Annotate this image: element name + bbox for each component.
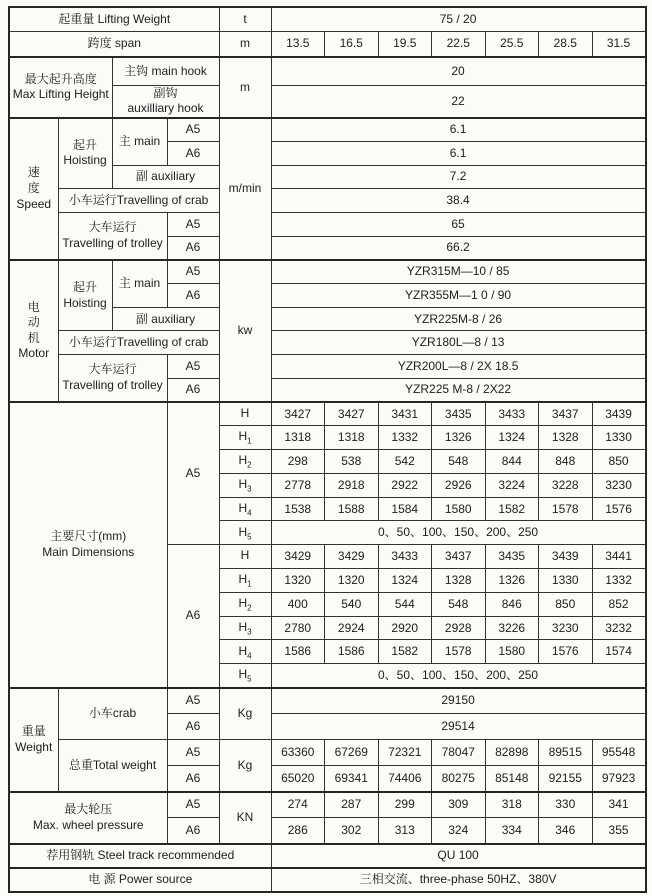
speed-unit: m/min (219, 118, 271, 260)
weight-section-label: 重量 Weight (9, 688, 58, 792)
wheel-pressure-value: 334 (485, 818, 539, 844)
weight-total-label: 总重Total weight (58, 740, 167, 792)
dim-value: 3429 (325, 545, 379, 569)
speed-main-label: 主 main (112, 118, 167, 165)
dim-value: 1324 (485, 426, 539, 450)
dim-row-label: $H_3$ (219, 473, 271, 497)
dim-value: 3232 (592, 616, 646, 640)
dim-row-label: $H_5$ (219, 521, 271, 545)
dim-value: 1586 (271, 640, 325, 664)
weight-total-value: 80275 (432, 766, 486, 792)
dim-value: 1320 (271, 569, 325, 593)
wheel-pressure-value: 274 (271, 792, 325, 818)
dim-value: 3437 (432, 545, 486, 569)
dim-value: 3431 (378, 402, 432, 426)
dim-value: 1588 (325, 497, 379, 521)
dim-value: 3429 (271, 545, 325, 569)
height-unit: m (219, 57, 271, 118)
dim-value: 1332 (592, 569, 646, 593)
dim-value: 1578 (432, 640, 486, 664)
dim-value: 1582 (378, 640, 432, 664)
weight-total-value: 95548 (592, 740, 646, 766)
dim-value: 1580 (485, 640, 539, 664)
track-value: QU 100 (271, 844, 646, 868)
dim-h5-value: 0、50、100、150、200、250 (271, 521, 646, 545)
dim-value: 3427 (271, 402, 325, 426)
dim-value: 1584 (378, 497, 432, 521)
dim-value: 2918 (325, 473, 379, 497)
speed-section-label: 速 度 Speed (9, 118, 58, 260)
grade-a5-label: A5 (167, 260, 219, 284)
grade-a5-label: A5 (167, 355, 219, 379)
dim-value: 846 (485, 592, 539, 616)
table-row (9, 792, 646, 818)
dim-row-label: $H_5$ (219, 664, 271, 688)
grade-a5-label: A5 (167, 688, 219, 714)
dim-value: 3441 (592, 545, 646, 569)
track-label: 荐用钢轨 Steel track recommended (9, 844, 271, 868)
motor-trolley-a5-value: YZR200L—8 / 2X 18.5 (271, 355, 646, 379)
aux-hook-label (112, 85, 219, 118)
dim-value: 3435 (432, 402, 486, 426)
weight-crab-a5-value: 29150 (271, 688, 646, 714)
max-lifting-height-label (9, 57, 112, 118)
dim-value: 548 (432, 450, 486, 474)
dim-value: 400 (271, 592, 325, 616)
wheel-pressure-value: 286 (271, 818, 325, 844)
dim-value: 1324 (378, 569, 432, 593)
dim-value: 1330 (592, 426, 646, 450)
power-value: 三相交流、three-phase 50HZ、380V (271, 868, 646, 892)
grade-a5-label: A5 (167, 740, 219, 766)
dim-value: 1318 (325, 426, 379, 450)
dim-value: 542 (378, 450, 432, 474)
weight-total-value: 97923 (592, 766, 646, 792)
lifting-weight-label: 起重量 Lifting Weight (9, 7, 219, 31)
lifting-weight-unit: t (219, 7, 271, 31)
weight-total-value: 65020 (271, 766, 325, 792)
table-row (9, 844, 646, 868)
speed-crab-value: 38.4 (271, 189, 646, 213)
dim-value: 3427 (325, 402, 379, 426)
dim-h5-value: 0、50、100、150、200、250 (271, 664, 646, 688)
dim-value: 1538 (271, 497, 325, 521)
dim-value: 1330 (539, 569, 593, 593)
dim-value: 2926 (432, 473, 486, 497)
weight-total-value: 85148 (485, 766, 539, 792)
dim-row-label: $H_4$ (219, 497, 271, 521)
grade-a6-label: A6 (167, 284, 219, 308)
weight-total-value: 78047 (432, 740, 486, 766)
dim-value: 1576 (592, 497, 646, 521)
table-row (9, 331, 646, 355)
dim-value: 3437 (539, 402, 593, 426)
weight-total-value: 82898 (485, 740, 539, 766)
dim-value: 850 (539, 592, 593, 616)
dim-value: 544 (378, 592, 432, 616)
wheel-pressure-unit: KN (219, 792, 271, 844)
grade-a6-label: A6 (167, 818, 219, 844)
motor-unit: kw (219, 260, 271, 402)
dim-row-label: H (219, 402, 271, 426)
dims-grade-a5-label: A5 (167, 402, 219, 545)
dim-value: 298 (271, 450, 325, 474)
dim-value: 538 (325, 450, 379, 474)
dim-value: 1318 (271, 426, 325, 450)
wheel-pressure-value: 346 (539, 818, 593, 844)
grade-a6-label: A6 (167, 236, 219, 260)
dim-row-label: $H_1$ (219, 569, 271, 593)
motor-trolley-label: 大车运行 Travelling of trolley (58, 355, 167, 402)
dim-value: 3224 (485, 473, 539, 497)
dim-value: 1332 (378, 426, 432, 450)
dim-value: 540 (325, 592, 379, 616)
dim-row-label: $H_1$ (219, 426, 271, 450)
span-value: 19.5 (378, 31, 432, 57)
span-value: 22.5 (432, 31, 486, 57)
span-value: 28.5 (539, 31, 593, 57)
dim-value: 3228 (539, 473, 593, 497)
dim-value: 2780 (271, 616, 325, 640)
speed-hoisting-label: 起升 Hoisting (58, 118, 112, 189)
weight-total-value: 67269 (325, 740, 379, 766)
wheel-pressure-value: 313 (378, 818, 432, 844)
weight-total-unit: Kg (219, 740, 271, 792)
dim-value: 2924 (325, 616, 379, 640)
motor-main-label: 主 main (112, 260, 167, 307)
wheel-pressure-value: 287 (325, 792, 379, 818)
dim-value: 2922 (378, 473, 432, 497)
dim-value: 548 (432, 592, 486, 616)
dim-row-label: H (219, 545, 271, 569)
crane-spec-table (8, 6, 647, 893)
dim-value: 852 (592, 592, 646, 616)
dim-value: 850 (592, 450, 646, 474)
dim-value: 3439 (592, 402, 646, 426)
dim-value: 1320 (325, 569, 379, 593)
weight-total-value: 69341 (325, 766, 379, 792)
dim-value: 1326 (485, 569, 539, 593)
wheel-pressure-value: 318 (485, 792, 539, 818)
max-lifting-height-label-zh: 最大起升高度 (24, 71, 97, 86)
table-row (9, 189, 646, 213)
dim-value: 3230 (592, 473, 646, 497)
dim-value: 844 (485, 450, 539, 474)
grade-a5-label: A5 (167, 118, 219, 142)
dim-value: 1574 (592, 640, 646, 664)
speed-trolley-a6-value: 66.2 (271, 236, 646, 260)
wheel-pressure-label: 最大轮压 Max. wheel pressure (9, 792, 167, 844)
dim-row-label: $H_4$ (219, 640, 271, 664)
wheel-pressure-value: 299 (378, 792, 432, 818)
weight-crab-label: 小车crab (58, 688, 167, 740)
wheel-pressure-value: 324 (432, 818, 486, 844)
dim-value: 2928 (432, 616, 486, 640)
dim-row-label: $H_2$ (219, 450, 271, 474)
motor-crab-label: 小车运行Travelling of crab (58, 331, 219, 355)
speed-main-a5-value: 6.1 (271, 118, 646, 142)
table-row (9, 118, 646, 142)
dim-value: 1580 (432, 497, 486, 521)
dim-row-label: $H_3$ (219, 616, 271, 640)
dim-value: 848 (539, 450, 593, 474)
dim-value: 3433 (485, 402, 539, 426)
wheel-pressure-value: 355 (592, 818, 646, 844)
table-row (9, 260, 646, 284)
aux-hook-label-en: auxilliary hook (127, 101, 204, 116)
grade-a6-label: A6 (167, 766, 219, 792)
table-row (9, 740, 646, 766)
motor-aux-value: YZR225M-8 / 26 (271, 307, 646, 331)
max-lifting-height-label-en: Max Lifting Height (12, 87, 109, 102)
motor-main-a6-value: YZR355M—1 0 / 90 (271, 284, 646, 308)
grade-a5-label: A5 (167, 212, 219, 236)
speed-aux-label: 副 auxiliary (112, 165, 219, 189)
grade-a5-label: A5 (167, 792, 219, 818)
motor-aux-label: 副 auxiliary (112, 307, 219, 331)
main-hook-label: 主钩 main hook (112, 57, 219, 85)
span-value: 16.5 (325, 31, 379, 57)
wheel-pressure-value: 309 (432, 792, 486, 818)
main-hook-value: 20 (271, 57, 646, 85)
wheel-pressure-value: 330 (539, 792, 593, 818)
speed-aux-value: 7.2 (271, 165, 646, 189)
wheel-pressure-value: 341 (592, 792, 646, 818)
grade-a6-label: A6 (167, 378, 219, 402)
table-row (9, 868, 646, 892)
motor-section-label: 电 动 机 Motor (9, 260, 58, 402)
dim-value: 3433 (378, 545, 432, 569)
dim-value: 3226 (485, 616, 539, 640)
weight-crab-unit: Kg (219, 688, 271, 740)
table-row (9, 212, 646, 236)
dims-section-label: 主要尺寸(mm) Main Dimensions (9, 402, 167, 688)
motor-main-a5-value: YZR315M—10 / 85 (271, 260, 646, 284)
weight-total-value: 74406 (378, 766, 432, 792)
dim-value: 1578 (539, 497, 593, 521)
wheel-pressure-value: 302 (325, 818, 379, 844)
weight-total-value: 89515 (539, 740, 593, 766)
span-label: 跨度 span (9, 31, 219, 57)
dim-value: 1586 (325, 640, 379, 664)
motor-trolley-a6-value: YZR225 M-8 / 2X22 (271, 378, 646, 402)
lifting-weight-value: 75 / 20 (271, 7, 646, 31)
weight-total-value: 92155 (539, 766, 593, 792)
weight-crab-a6-value: 29514 (271, 714, 646, 740)
dim-value: 3435 (485, 545, 539, 569)
dim-value: 3439 (539, 545, 593, 569)
table-row (9, 7, 646, 31)
dim-value: 3230 (539, 616, 593, 640)
table-row (9, 57, 646, 85)
aux-hook-label-zh: 副钩 (153, 85, 178, 100)
span-value: 31.5 (592, 31, 646, 57)
motor-crab-value: YZR180L—8 / 13 (271, 331, 646, 355)
table-row (9, 355, 646, 379)
speed-trolley-label: 大车运行 Travelling of trolley (58, 212, 167, 259)
dim-row-label: $H_2$ (219, 592, 271, 616)
dims-grade-a6-label: A6 (167, 545, 219, 688)
table-row (9, 402, 646, 426)
speed-main-a6-value: 6.1 (271, 141, 646, 165)
dim-value: 1582 (485, 497, 539, 521)
weight-total-value: 72321 (378, 740, 432, 766)
dim-value: 1576 (539, 640, 593, 664)
grade-a6-label: A6 (167, 141, 219, 165)
dim-value: 2920 (378, 616, 432, 640)
dim-value: 1328 (539, 426, 593, 450)
table-row (9, 688, 646, 714)
span-value: 13.5 (271, 31, 325, 57)
weight-total-value: 63360 (271, 740, 325, 766)
dim-value: 1328 (432, 569, 486, 593)
aux-hook-value: 22 (271, 85, 646, 118)
dim-value: 1326 (432, 426, 486, 450)
grade-a6-label: A6 (167, 714, 219, 740)
span-unit: m (219, 31, 271, 57)
table-row (9, 31, 646, 57)
power-label: 电 源 Power source (9, 868, 271, 892)
motor-hoisting-label: 起升 Hoisting (58, 260, 112, 331)
speed-trolley-a5-value: 65 (271, 212, 646, 236)
dim-value: 2778 (271, 473, 325, 497)
span-value: 25.5 (485, 31, 539, 57)
speed-crab-label: 小车运行Travelling of crab (58, 189, 219, 213)
